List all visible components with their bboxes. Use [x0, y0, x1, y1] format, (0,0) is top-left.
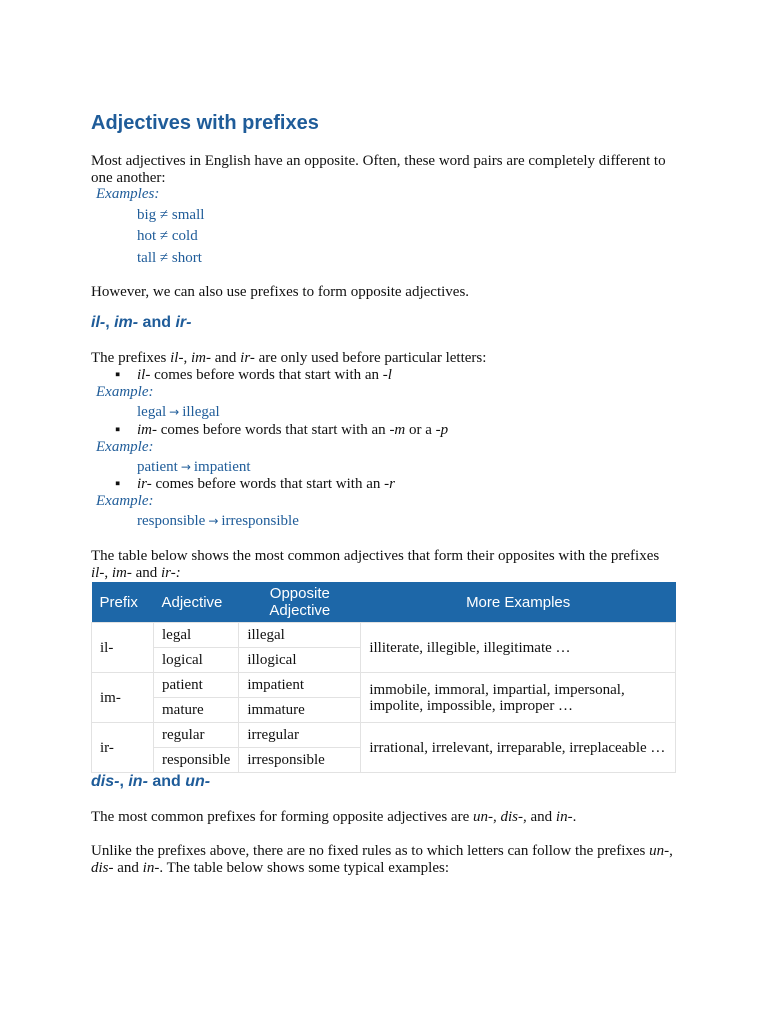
however-paragraph: However, we can also use prefixes to form opposite adjectives.	[91, 284, 470, 300]
text-run: are only used before particular letters:	[254, 350, 487, 366]
text-run: ,	[522, 809, 531, 825]
table-header-row	[92, 582, 676, 623]
adjective-cell: responsible	[154, 748, 239, 773]
rule-ir	[137, 476, 395, 493]
example-transform	[137, 459, 251, 476]
prefix-term: ir-:	[161, 564, 181, 581]
prefix-term: dis-	[500, 809, 523, 825]
opposite-cell: immature	[239, 698, 361, 723]
prefixes-intro	[91, 350, 677, 367]
heading-prefix: dis-	[91, 773, 120, 790]
prefix-cell: ir-	[92, 723, 154, 773]
prefix-term: in-	[142, 859, 160, 876]
heading-separator: and	[147, 773, 186, 790]
adjective-cell: legal	[154, 623, 239, 648]
adjective-cell: mature	[154, 698, 239, 723]
more-examples-cell: immobile, immoral, impartial, impersonal, impolite, impossible, improper …	[361, 673, 676, 723]
opposite-word: illegal	[182, 404, 220, 420]
heading-separator: ,	[119, 773, 129, 790]
text-run: .	[572, 809, 577, 825]
letter-term: -p	[435, 422, 449, 438]
text-run: ,	[104, 564, 112, 581]
header-adjective: Adjective	[154, 582, 239, 623]
table-row	[92, 623, 676, 648]
example-transform	[137, 513, 299, 530]
heading-separator: ,	[105, 314, 115, 331]
arrow-icon: →	[180, 460, 191, 474]
prefix-term: im-	[111, 564, 132, 581]
text-run: or a	[405, 422, 436, 438]
table-row	[92, 673, 676, 698]
prefix-term: dis-	[91, 859, 114, 876]
example-label: Example:	[96, 493, 154, 509]
section-heading-il-im-ir	[91, 314, 191, 332]
example-pair: big ≠ small	[137, 207, 205, 223]
text-run: and	[113, 859, 143, 876]
rule-im	[137, 422, 448, 439]
text-run: comes before words that start with an	[150, 367, 383, 383]
prefix-term: un-	[472, 809, 493, 825]
header-more-examples: More Examples	[361, 582, 676, 623]
table-row	[92, 723, 676, 748]
prefix-term: in-	[555, 809, 573, 825]
text-run: ,	[492, 809, 501, 825]
bullet-marker: ▪	[115, 476, 121, 492]
prefix-term: ir-	[137, 476, 152, 492]
no-fixed-rules-paragraph	[91, 843, 677, 876]
example-label: Example:	[96, 384, 154, 400]
heading-prefix: un-	[185, 773, 211, 790]
text-run: ,	[183, 350, 191, 366]
opposite-cell: illegal	[239, 623, 361, 648]
opposite-cell: irregular	[239, 723, 361, 748]
examples-label: Examples:	[96, 186, 160, 202]
heading-prefix: in-	[128, 773, 148, 790]
text-run: ,	[669, 843, 673, 859]
section-heading-dis-in-un	[91, 773, 210, 791]
more-examples-cell: irrational, irrelevant, irreparable, irreplaceable …	[361, 723, 676, 773]
prefix-term: im-	[137, 422, 157, 438]
arrow-icon: →	[169, 405, 180, 419]
text-run: The prefixes	[91, 350, 171, 366]
arrow-icon: →	[208, 514, 219, 528]
prefix-term: im-	[190, 350, 211, 366]
example-pair: tall ≠ short	[137, 250, 202, 266]
prefix-term: il-	[170, 350, 184, 366]
prefix-term: un-	[649, 843, 670, 859]
adjective-cell: logical	[154, 648, 239, 673]
base-word: legal	[137, 404, 167, 420]
prefix-term: il-	[137, 367, 151, 383]
prefix-cell: il-	[92, 623, 154, 673]
bullet-marker: ▪	[115, 422, 121, 438]
text-run: The most common prefixes for forming opposite adjectives are	[91, 809, 473, 825]
base-word: responsible	[137, 513, 206, 529]
text-run: . The table below shows some typical examples:	[159, 859, 450, 876]
opposite-cell: irresponsible	[239, 748, 361, 773]
example-label: Example:	[96, 439, 154, 455]
opposite-word: irresponsible	[221, 513, 299, 529]
heading-prefix: ir-	[175, 314, 192, 331]
page-title: Adjectives with prefixes	[91, 112, 319, 134]
base-word: patient	[137, 459, 178, 475]
example-pair: hot ≠ cold	[137, 228, 198, 244]
text-run: and	[530, 809, 556, 825]
opposite-cell: impatient	[239, 673, 361, 698]
letter-term: -r	[384, 476, 395, 492]
text-run: comes before words that start with an	[157, 422, 390, 438]
common-prefixes-paragraph	[91, 809, 677, 826]
text-run: and	[131, 564, 162, 581]
intro-paragraph: Most adjectives in English have an opposite. Often, these word pairs are completely different to one another:	[91, 153, 666, 186]
table-intro	[91, 548, 677, 581]
bullet-marker: ▪	[115, 367, 121, 383]
adjective-cell: patient	[154, 673, 239, 698]
prefix-term: il-	[91, 564, 105, 581]
prefix-term: ir-	[240, 350, 255, 366]
adjective-cell: regular	[154, 723, 239, 748]
opposite-cell: illogical	[239, 648, 361, 673]
text-run: and	[210, 350, 241, 366]
letter-term: -m	[389, 422, 406, 438]
text-run: The table below shows the most common adjectives that form their opposites with the prefixes	[91, 548, 660, 564]
rule-il	[137, 367, 392, 384]
heading-separator: and	[138, 314, 176, 331]
example-transform	[137, 404, 220, 421]
header-prefix: Prefix	[92, 582, 154, 623]
heading-prefix: il-	[91, 314, 106, 331]
header-opposite-adjective: Opposite Adjective	[239, 582, 361, 623]
prefix-cell: im-	[92, 673, 154, 723]
prefix-table	[91, 582, 676, 773]
text-run: comes before words that start with an	[151, 476, 385, 492]
more-examples-cell: illiterate, illegible, illegitimate …	[361, 623, 676, 673]
opposite-word: impatient	[193, 459, 251, 475]
heading-prefix: im-	[114, 314, 139, 331]
letter-term: -l	[382, 367, 392, 383]
text-run: Unlike the prefixes above, there are no fixed rules as to which letters can follow the prefixes	[91, 843, 650, 859]
